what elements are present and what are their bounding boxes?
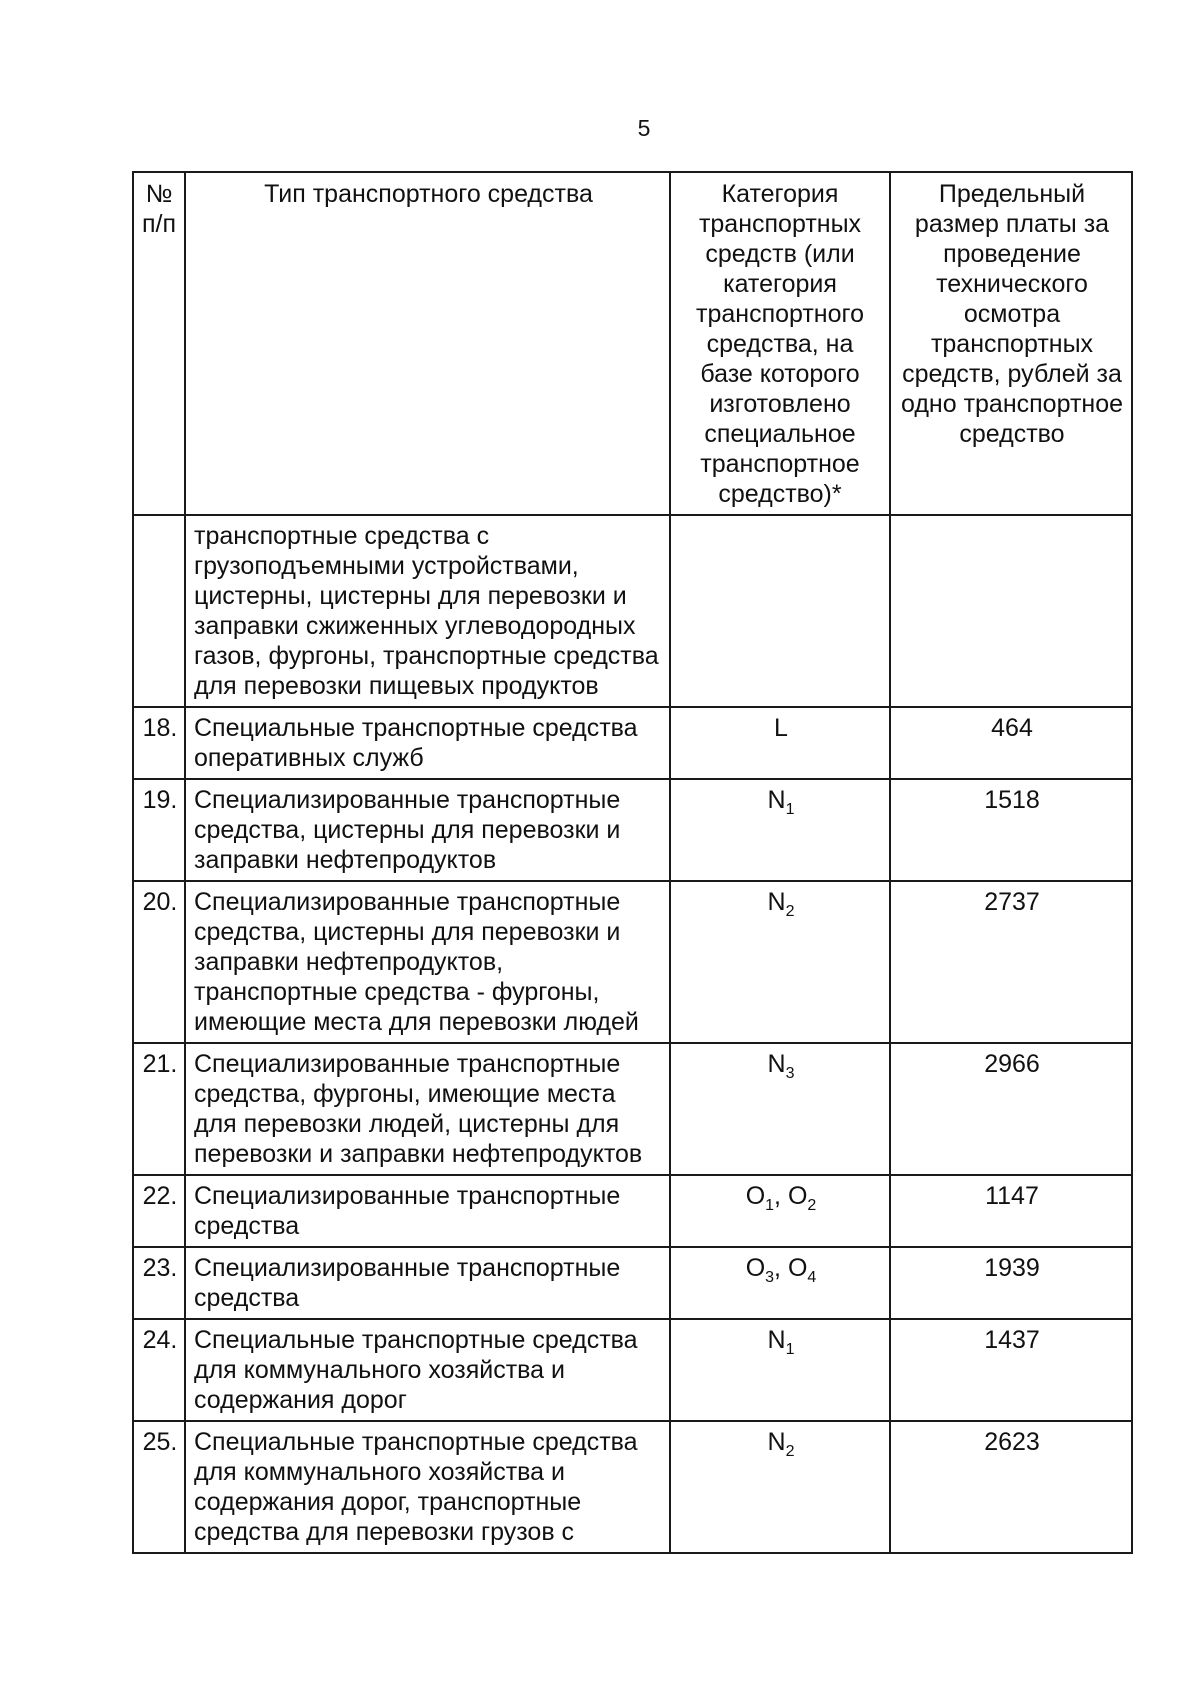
category-code [745, 1181, 775, 1214]
category-code [767, 1049, 795, 1082]
category-code [767, 785, 795, 818]
row-vehicle-type: Специализированные транспортные средства [185, 1175, 670, 1247]
table-row [133, 707, 1132, 779]
row-category [670, 1175, 890, 1247]
row-category [670, 1319, 890, 1421]
row-fee [890, 515, 1132, 707]
category-subscript: 3 [765, 1269, 775, 1286]
row-fee: 2966 [890, 1043, 1132, 1175]
table-row [133, 1043, 1132, 1175]
table-row [133, 1421, 1132, 1553]
table-row [133, 1175, 1132, 1247]
row-number: 23. [133, 1247, 185, 1319]
row-vehicle-type: Специализированные транспортные средства, цистерны для перевозки и заправки нефтепродуктов, транспортные средства - фургоны, имеющие места для перевозки людей [185, 881, 670, 1043]
row-number: 18. [133, 707, 185, 779]
row-number [133, 515, 185, 707]
category-letter: O [787, 1254, 808, 1282]
row-number: 22. [133, 1175, 185, 1247]
header-category: Категория транспортных средств (или категория транспортного средства, на базе которого изготовлено специальное транспортное средство)* [670, 172, 890, 515]
table-row [133, 1319, 1132, 1421]
row-fee: 2737 [890, 881, 1132, 1043]
row-number: 21. [133, 1043, 185, 1175]
category-subscript: 3 [785, 1065, 795, 1082]
row-category [670, 1421, 890, 1553]
table-row [133, 1247, 1132, 1319]
page-number: 5 [637, 115, 651, 141]
category-letter: L [774, 714, 788, 742]
category-subscript: 2 [785, 1443, 795, 1460]
category-letter: O [745, 1254, 766, 1282]
category-code [745, 1253, 775, 1286]
row-vehicle-type: Специализированные транспортные средства, фургоны, имеющие места для перевозки людей, цистерны для перевозки и заправки нефтепродуктов [185, 1043, 670, 1175]
row-fee: 1147 [890, 1175, 1132, 1247]
row-vehicle-type: Специальные транспортные средства для коммунального хозяйства и содержания дорог [185, 1319, 670, 1421]
category-code [787, 1181, 817, 1214]
category-code [767, 1427, 795, 1460]
row-number: 19. [133, 779, 185, 881]
header-fee: Предельный размер платы за проведение технического осмотра транспортных средств, рублей за одно транспортное средство [890, 172, 1132, 515]
row-category [670, 707, 890, 779]
row-fee: 1518 [890, 779, 1132, 881]
header-type: Тип транспортного средства [185, 172, 670, 515]
table-row [133, 515, 1132, 707]
category-letter: O [745, 1182, 766, 1210]
header-num: № п/п [133, 172, 185, 515]
row-vehicle-type: Специальные транспортные средства оперативных служб [185, 707, 670, 779]
row-fee: 2623 [890, 1421, 1132, 1553]
row-fee: 1939 [890, 1247, 1132, 1319]
category-letter: N [767, 1326, 786, 1354]
row-vehicle-type: транспортные средства с грузоподъемными устройствами, цистерны, цистерны для перевозки и заправки сжиженных углеводородных газов, фургоны, транспортные средства для перевозки пищевых продуктов [185, 515, 670, 707]
table-row [133, 779, 1132, 881]
category-letter: O [787, 1182, 808, 1210]
table-body [133, 515, 1132, 1553]
row-category [670, 1247, 890, 1319]
row-vehicle-type: Специализированные транспортные средства, цистерны для перевозки и заправки нефтепродуктов [185, 779, 670, 881]
category-subscript: 1 [785, 801, 795, 818]
category-subscript: 2 [785, 903, 795, 920]
row-number: 20. [133, 881, 185, 1043]
row-vehicle-type: Специальные транспортные средства для коммунального хозяйства и содержания дорог, транспортные средства для перевозки грузов с [185, 1421, 670, 1553]
category-code [767, 887, 795, 920]
row-category [670, 1043, 890, 1175]
category-letter: N [767, 786, 786, 814]
table-header-row [133, 172, 1132, 515]
row-number: 25. [133, 1421, 185, 1553]
row-fee: 1437 [890, 1319, 1132, 1421]
row-category [670, 515, 890, 707]
category-letter: N [767, 1428, 786, 1456]
category-code [767, 1325, 795, 1358]
category-subscript: 2 [807, 1197, 817, 1214]
category-subscript: 4 [807, 1269, 817, 1286]
row-number: 24. [133, 1319, 185, 1421]
category-subscript: 1 [765, 1197, 775, 1214]
category-letter: N [767, 888, 786, 916]
row-vehicle-type: Специализированные транспортные средства [185, 1247, 670, 1319]
row-fee: 464 [890, 707, 1132, 779]
category-separator: , [774, 1254, 788, 1282]
row-category [670, 779, 890, 881]
fee-table [132, 171, 1133, 1554]
table-row [133, 881, 1132, 1043]
row-category [670, 881, 890, 1043]
category-letter: N [767, 1050, 786, 1078]
category-code [787, 1253, 817, 1286]
category-code [774, 713, 788, 743]
category-separator: , [774, 1182, 788, 1210]
category-subscript: 1 [785, 1341, 795, 1358]
